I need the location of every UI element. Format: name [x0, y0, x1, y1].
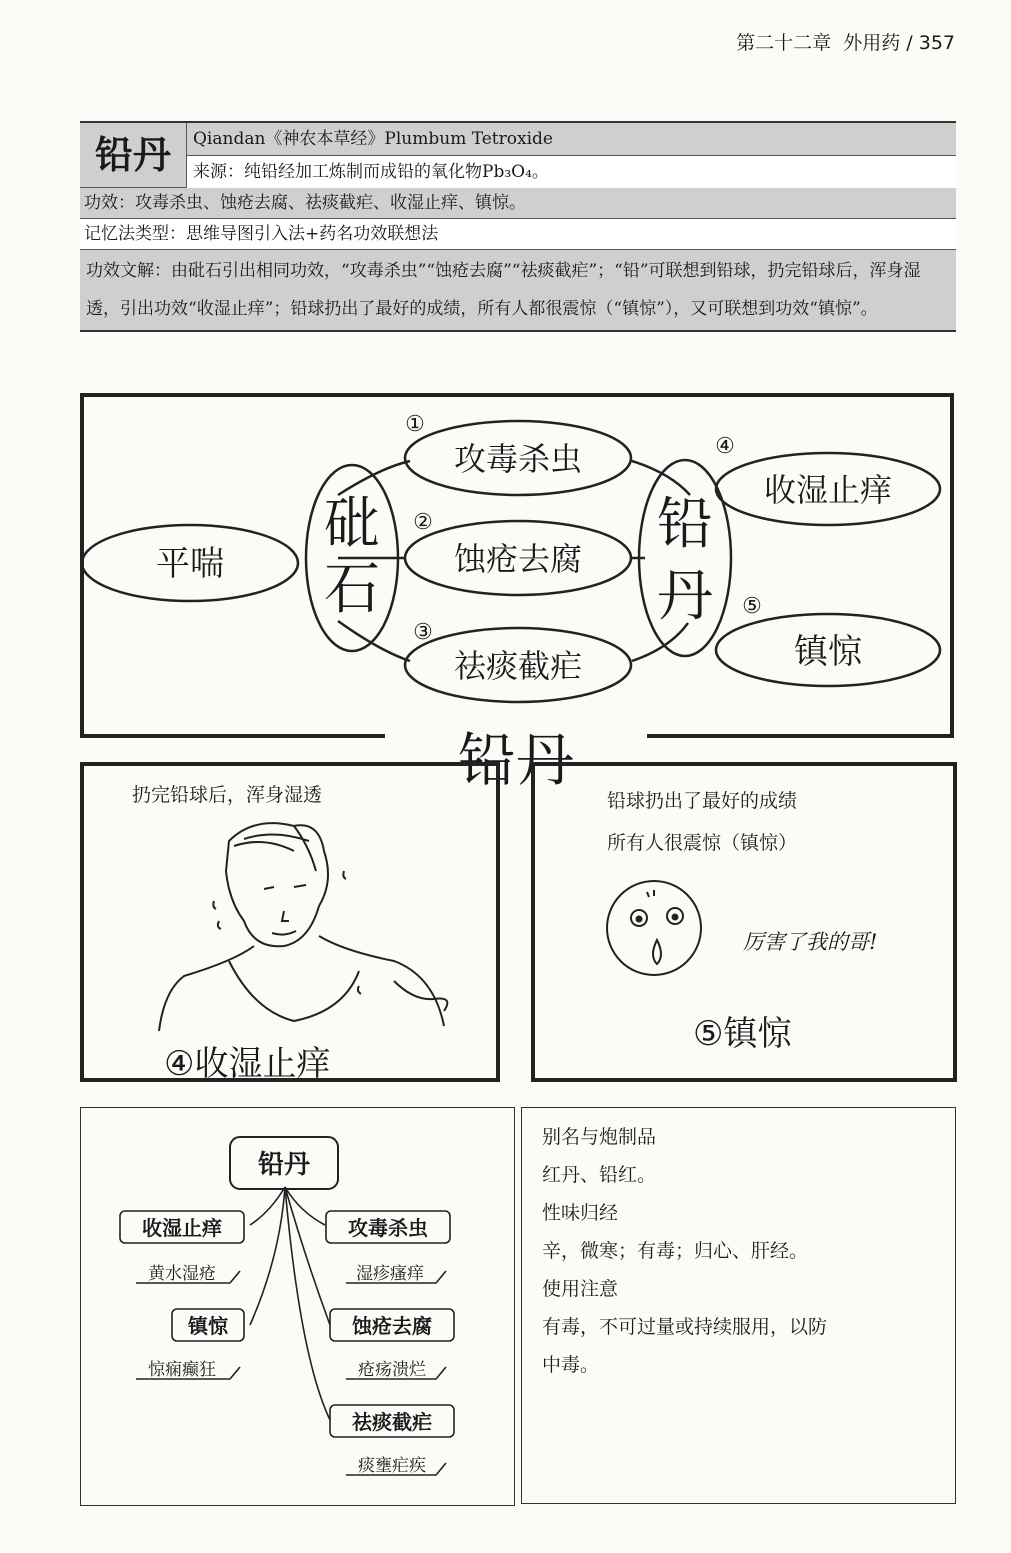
- tree-root: 铅丹: [257, 1150, 311, 1180]
- center-left-char-2: 石: [324, 557, 380, 622]
- panel-right-caption-1: 铅球扔出了最好的成绩: [607, 790, 798, 812]
- num-2: ②: [413, 510, 433, 535]
- panel-right-caption-2: 所有人很震惊（镇惊）: [607, 832, 798, 854]
- comic-panel-left: [80, 762, 500, 1082]
- center-left-char-1: 砒: [324, 492, 380, 557]
- num-4: ④: [715, 434, 735, 459]
- info-heading-caution: 使用注意: [542, 1278, 619, 1300]
- panel-right-exclaim: 厉害了我的哥!: [743, 930, 878, 954]
- chapter-label: 第二十二章: [736, 32, 832, 54]
- page-number: 357: [918, 32, 955, 54]
- mindmap-big-title: 铅丹: [457, 726, 574, 794]
- herb-efficacy: 功效：攻毒杀虫、蚀疮去腐、祛痰截疟、收湿止痒、镇惊。: [80, 188, 956, 219]
- tree-right-2: 蚀疮去腐: [352, 1314, 432, 1338]
- running-header: [736, 28, 955, 55]
- shocked-face-icon: [599, 878, 709, 978]
- herb-name: 铅丹: [80, 123, 187, 187]
- sweaty-athlete-illustration: [144, 811, 464, 1041]
- panel-left-caption: 扔完铅球后，浑身湿透: [132, 784, 323, 806]
- info-aliases: 红丹、铅红。: [542, 1164, 657, 1186]
- mindmap-diagram: [80, 393, 954, 738]
- tree-left-2-sub: 惊痫癫狂: [148, 1360, 216, 1380]
- memory-type: 记忆法类型：思维导图引入法+药名功效联想法: [80, 219, 956, 250]
- tree-left-2: 镇惊: [188, 1314, 228, 1338]
- connector-line: [632, 461, 690, 495]
- tree-right-3-sub: 痰壅疟疾: [358, 1456, 426, 1476]
- info-caution-2: 中毒。: [542, 1354, 600, 1376]
- summary-tree-diagram: [80, 1107, 513, 1504]
- section-label: 外用药: [843, 32, 901, 54]
- panel-left-label: ④收湿止痒: [164, 1044, 331, 1084]
- tree-right-2-sub: 疮疡溃烂: [358, 1360, 426, 1380]
- info-box: [521, 1107, 956, 1504]
- header-separator: /: [906, 32, 913, 54]
- tree-left-1: 收湿止痒: [142, 1216, 222, 1240]
- shared-node-2: 蚀疮去腐: [453, 540, 583, 578]
- num-5: ⑤: [742, 594, 762, 619]
- herb-table: [80, 121, 956, 332]
- center-right-char-1: 铅: [657, 492, 713, 557]
- panel-right-label: ⑤镇惊: [693, 1014, 792, 1054]
- shared-node-1: 攻毒杀虫: [453, 440, 583, 478]
- info-heading-aliases: 别名与炮制品: [542, 1126, 657, 1148]
- node-left-label: 平喘: [156, 544, 224, 584]
- comic-panel-right: [531, 762, 957, 1082]
- shared-node-3: 祛痰截疟: [453, 647, 583, 685]
- tree-right-1-sub: 湿疹瘙痒: [356, 1264, 424, 1284]
- tree-right-1: 攻毒杀虫: [348, 1216, 428, 1240]
- info-caution-1: 有毒，不可过量或持续服用，以防: [542, 1316, 828, 1338]
- herb-title-line: Qiandan《神农本草经》Plumbum Tetroxide: [187, 123, 956, 156]
- num-1: ①: [405, 412, 425, 437]
- right-node-1: 收湿止痒: [763, 471, 893, 509]
- efficacy-explanation: 功效文解：由砒石引出相同功效，“攻毒杀虫”“蚀疮去腐”“祛痰截疟”；“铅”可联想到铅球，扔完铅球后，浑身湿透，引出功效“收湿止痒”；铅球扔出了最好的成绩，所有人都很震惊（“镇惊”），又可联想到功效“镇惊”。: [80, 250, 956, 330]
- center-right-char-2: 丹: [657, 564, 713, 629]
- num-3: ③: [413, 620, 433, 645]
- herb-title-row: [80, 123, 956, 188]
- herb-source: 来源：纯铅经加工炼制而成铅的氧化物Pb₃O₄。: [187, 156, 956, 188]
- tree-left-1-sub: 黄水湿疮: [148, 1264, 216, 1284]
- info-nature: 辛，微寒；有毒；归心、肝经。: [542, 1240, 809, 1262]
- info-heading-nature: 性味归经: [542, 1202, 619, 1224]
- right-node-2: 镇惊: [794, 632, 862, 672]
- tree-right-3: 祛痰截疟: [352, 1410, 432, 1434]
